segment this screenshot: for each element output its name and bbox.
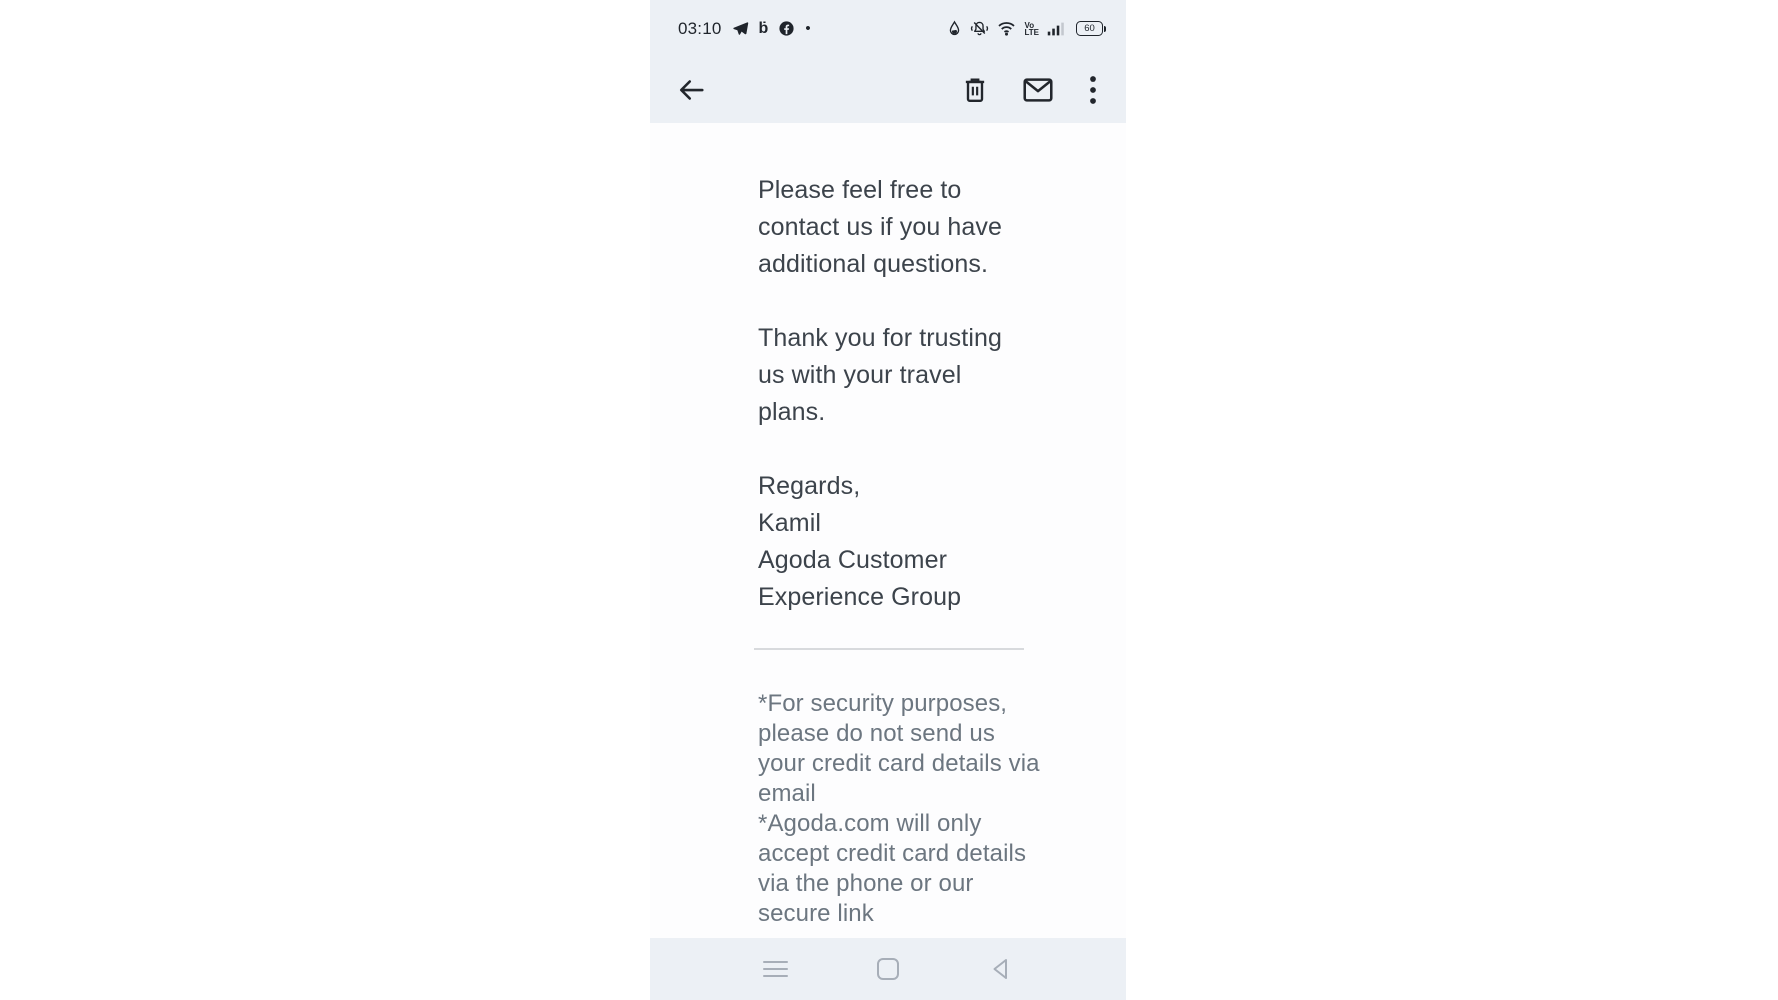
status-right-group	[947, 20, 1103, 37]
back-button[interactable]	[676, 75, 706, 105]
telegram-icon	[732, 20, 749, 37]
footnote-line: *For security purposes,	[758, 690, 1008, 717]
overflow-menu-button[interactable]	[1088, 75, 1098, 105]
home-button[interactable]	[873, 954, 903, 984]
footnote-line: please do not send us	[758, 720, 995, 747]
email-signature: Regards, Kamil Agoda Customer Experience Group	[758, 472, 962, 611]
battery-percent: 60	[1084, 23, 1095, 34]
phone-screen	[650, 0, 1126, 1000]
toolbar-actions	[962, 75, 1098, 105]
footnote-line: *Agoda.com will only	[758, 810, 982, 837]
clock: 03:10	[678, 18, 722, 38]
vibrate-mode-icon	[970, 20, 989, 37]
back-nav-button[interactable]	[986, 954, 1016, 984]
signal-strength-icon	[1047, 21, 1068, 37]
email-body	[650, 123, 1126, 938]
delete-button[interactable]	[962, 76, 988, 104]
footnote-line: your credit card details via	[758, 750, 1040, 777]
security-footnotes	[758, 689, 1126, 929]
volte-indicator: Vo LTE	[1024, 20, 1039, 37]
email-paragraph: Thank you for trusting us with your travel plans.	[758, 324, 1002, 426]
footnote-line: secure link	[758, 900, 874, 927]
water-drop-icon	[947, 20, 962, 37]
email-toolbar	[650, 57, 1126, 123]
battery-indicator	[1076, 21, 1103, 36]
status-bar	[650, 0, 1126, 57]
more-notifications-dot-icon: •	[805, 20, 811, 37]
recents-menu-button[interactable]	[760, 954, 790, 984]
status-left-group	[678, 19, 811, 39]
mark-unread-button[interactable]	[1023, 77, 1053, 103]
email-paragraph: Please feel free to contact us if you have additional questions.	[758, 176, 1003, 278]
facebook-icon	[778, 20, 795, 37]
footnote-line: email	[758, 780, 816, 807]
footnote-line: accept credit card details	[758, 840, 1027, 867]
footnote-line: via the phone or our	[758, 870, 974, 897]
signature-divider	[754, 648, 1024, 650]
system-navigation-bar	[650, 938, 1126, 1000]
b-app-notification-icon: ḃ	[758, 19, 769, 37]
wifi-icon	[997, 21, 1016, 36]
